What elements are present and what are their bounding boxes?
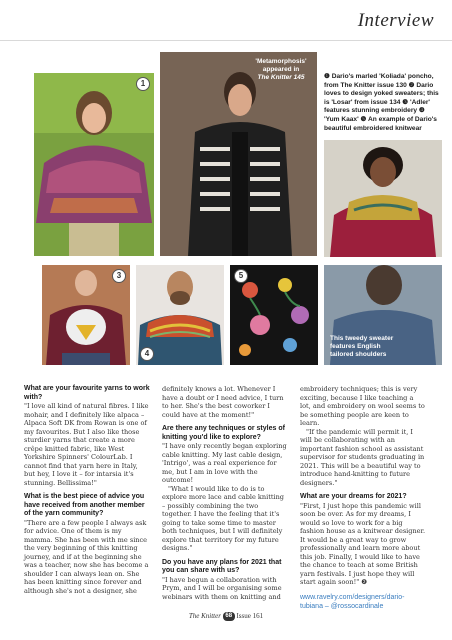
article-column-3 — [300, 385, 426, 611]
photo-captions: ❶ Dario's marled 'Koliada' poncho, from The Knitter issue 130 ❷ Dario loves to design yoked sweaters; this is 'Losar' from issue 134 ❸ 'Adler' features stunning embroidery ❹ 'Yum Kaax' ❺ An example of Dario's beautiful embroidered knitwear — [324, 73, 439, 132]
answer-paragraph: "There are a few people I always ask for advice. One of them is my mamma. She has been with me since the very beginning of this knitting journey, and if at the beginning she was a teacher, now she has become a shoulder I can always lean on. She has been knitting since forever and although she's not a designer, she — [24, 518, 149, 595]
answer-paragraph: definitely knows a lot. Whenever I have a doubt or I need advice, I turn to her. She's the best coworker I could have at the moment!" — [162, 385, 284, 419]
page-footer — [0, 612, 452, 621]
page-number-badge: 68 — [223, 612, 235, 621]
photo-number-badge: 4 — [140, 347, 154, 361]
caption-line: 'Metamorphosis' — [255, 58, 307, 65]
answer-paragraph: "I have begun a collaboration with Prym, and I will be organising some webinars with them on knitting and — [162, 575, 282, 601]
caption-line: appeared in — [262, 66, 300, 73]
photo-number-badge: 5 — [234, 269, 248, 283]
caption-line: The Knitter 145 — [257, 74, 305, 81]
question-heading: What is the best piece of advice you have received from another member of the yarn community? — [24, 493, 145, 518]
issue-number: Issue 161 — [236, 612, 264, 621]
photo-yum-kaax-sweater — [136, 265, 224, 365]
question-heading: Do you have any plans for 2021 that you can share with us? — [162, 558, 282, 575]
question-heading: Are there any techniques or styles of knitting you'd like to explore? — [162, 425, 285, 441]
answer-paragraph: embroidery techniques; this is very exciting, because I like teaching a lot, and embroidery on wool seems to be something people are keen to learn. — [300, 385, 425, 427]
answer-paragraph: "I have only recently began exploring cable knitting. My last cable design, 'Intrigo', was a real experience for me, but I am in love with the outcome! — [162, 442, 287, 485]
article-column-2 — [162, 385, 288, 601]
photo-metamorphosis-cardigan — [160, 52, 317, 256]
designer-links[interactable]: www.ravelry.com/designers/dario-tubiana – @rossocardinale — [300, 593, 405, 610]
question-heading: What are your favourite yarns to work with? — [24, 385, 150, 401]
magazine-name: The Knitter — [188, 612, 221, 621]
photo-caption-tweedy: This tweedy sweater features English tailored shoulders — [330, 335, 394, 358]
photo-losar-yoke-sweater — [324, 140, 442, 257]
answer-paragraph: "I love all kind of natural fibres. I like mohair, and I definitely like alpaca – Alpaca Soft DK from Rowan is one of my favourites. But I also like those sturdier yarns that create a more crêpe knitted fabric, like West Yorkshire Spinners' ColourLab. I cannot find that yarn here in Italy, but hey, I love it – for intarsia it's stunning. Bellissima!" — [24, 402, 149, 487]
photo-tweedy-sweater — [324, 265, 442, 365]
photo-number-badge: 1 — [136, 77, 150, 91]
article-column-1 — [24, 385, 150, 595]
page-title: Interview — [357, 10, 434, 31]
header-divider — [0, 40, 452, 41]
answer-paragraph: "First, I just hope this pandemic will soon be over. As for my dreams, I would so love to work for a big fashion house as a knitwear designer. It would be a great way to grow professionally and learn more about this job. Finally, I would like to have the chance to teach at some British yarn festivals. I just hope they will start again soon!" ❷ — [300, 501, 426, 587]
question-heading: What are your dreams for 2021? — [300, 493, 407, 500]
photo-koliada-poncho — [34, 73, 154, 256]
answer-paragraph: "If the pandemic will permit it, I will be collaborating with an important fashion school as assistant supervisor for students graduating in 2021. This will be a beautiful way to introduce hand-knitting to future designers." — [300, 427, 425, 487]
answer-paragraph: "What I would like to do is to explore more lace and cable knitting – possibly combining the two together. I have the feeling that it's going to take some time to master both techniques, but I will definitely explore that territory for my future designs." — [162, 484, 284, 553]
photo-caption-metamorphosis — [251, 58, 311, 82]
photo-adler-sweater — [42, 265, 130, 365]
photo-number-badge: 3 — [112, 269, 126, 283]
photo-embroidered-knitwear — [230, 265, 318, 365]
